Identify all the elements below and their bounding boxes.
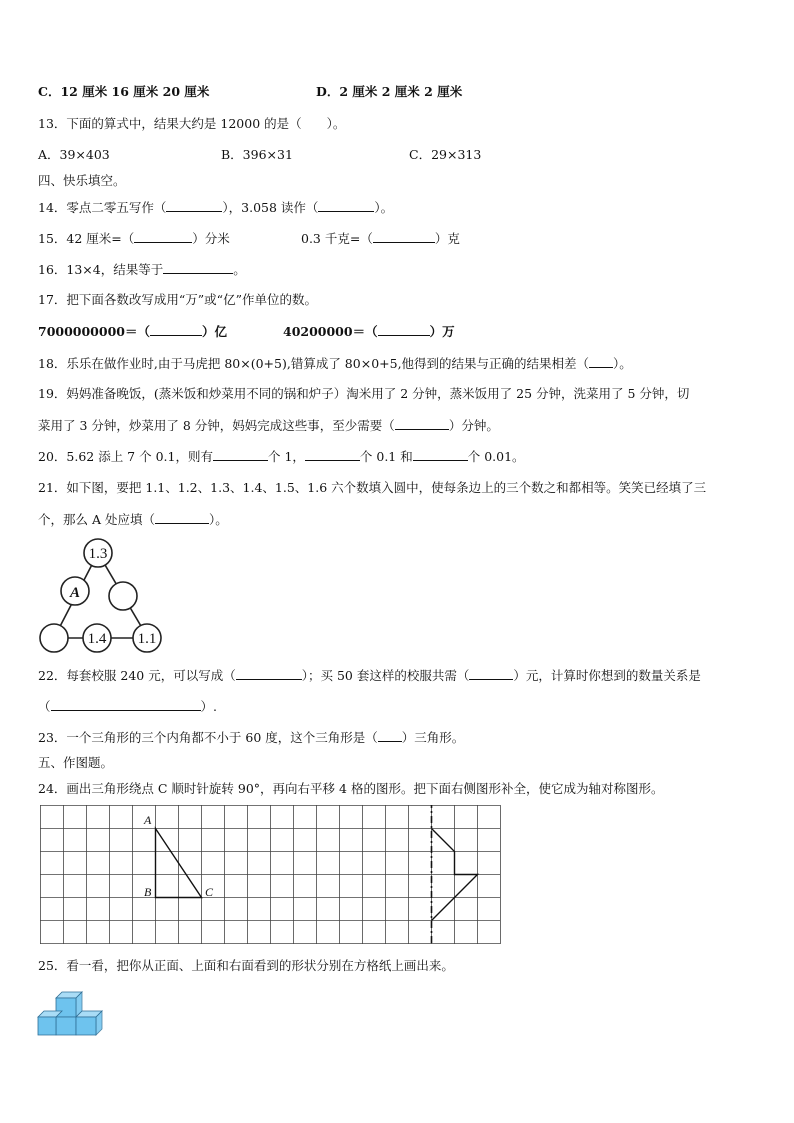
q22-text-3: ）元，计算时你想到的数量关系是 (513, 668, 701, 683)
circle-top-label: 1.3 (88, 546, 108, 562)
q20-text-3: 个 0.1 和 (359, 449, 413, 464)
q20-text-2: 个 1， (267, 449, 305, 464)
q13-option-a: A．39×403 (38, 147, 110, 162)
cube-stack (38, 992, 102, 1035)
q18-text-2: ）。 (613, 356, 632, 371)
q13-option-c: C．29×313 (409, 147, 482, 162)
circle-right-mid[interactable] (109, 582, 137, 610)
q22-text-1: 22．每套校服 240 元，可以写成（ (38, 668, 236, 683)
q24-stem: 24．画出三角形绕点 C 顺时针旋转 90°，再向右平移 4 格的图形。把下面右侧图形补全，使它成为轴对称图形。 (38, 781, 664, 796)
q18-text-1: 18．乐乐在做作业时,由于马虎把 80×(0+5),错算成了 80×0+5,他得到的结果与正确的结果相差（ (38, 356, 590, 371)
q22-text-5: ）. (200, 699, 217, 714)
q17-stem: 17．把下面各数改写成用“万”或“亿”作单位的数。 (38, 292, 317, 307)
q23-blank[interactable] (378, 729, 402, 742)
q17-a-text-1: 7000000000＝（ (38, 324, 150, 339)
q15-text-2: ）分米 (192, 231, 230, 246)
q18-blank[interactable] (589, 355, 613, 368)
q13-stem: 13．下面的算式中，结果大约是 12000 的是（ ）。 (38, 116, 346, 131)
q23-text-1: 23．一个三角形的三个内角都不小于 60 度，这个三角形是（ (38, 730, 378, 745)
q17-item-a (38, 323, 227, 340)
q21-line-2 (38, 511, 228, 528)
q20-blank-3[interactable] (413, 448, 468, 461)
q12-option-c: C．12 厘米 16 厘米 20 厘米 (38, 84, 210, 99)
q20-text-4: 个 0.01。 (467, 449, 525, 464)
q21-text-2: ）。 (208, 512, 228, 527)
section-4-heading: 四、快乐填空。 (38, 173, 126, 188)
q14-blank-2[interactable] (318, 199, 374, 212)
q23 (38, 729, 464, 746)
q21-line-1: 21．如下图，要把 1.1、1.2、1.3、1.4、1.5、1.6 六个数填入圆中，使每条边上的三个数之和都相等。笑笑已经填了三 (38, 480, 707, 495)
q19-line-1: 19．妈妈准备晚饭，(蒸米饭和炒菜用不同的锅和炉子）淘米用了 2 分钟，蒸米饭用了 25 分钟，洗菜用了 5 分钟，切 (38, 386, 690, 401)
q15-blank-1[interactable] (134, 230, 192, 243)
q25-stem: 25．看一看，把你从正面、上面和右面看到的形状分别在方格纸上画出来。 (38, 958, 454, 973)
q12-option-d: D．2 厘米 2 厘米 2 厘米 (316, 84, 463, 99)
q15-text-4: ）克 (434, 231, 460, 246)
q19-text-2: ）分钟。 (448, 418, 499, 433)
cube-bottom-right (76, 1011, 102, 1035)
q22-blank-2[interactable] (469, 667, 513, 680)
q16-blank[interactable] (163, 261, 233, 274)
q21-text-1: 个，那么 A 处应填（ (38, 512, 155, 527)
point-b-label: B (144, 885, 152, 899)
q22-text-4: （ (38, 699, 51, 714)
q19-text-1: 菜用了 3 分钟，炒菜用了 8 分钟，妈妈完成这些事，至少需要（ (38, 418, 395, 433)
q14 (38, 199, 393, 216)
q20-blank-1[interactable] (213, 448, 268, 461)
q22-blank-1[interactable] (236, 667, 302, 680)
q15-text-1: 15．42 厘米=（ (38, 231, 135, 246)
q13-option-b: B．396×31 (221, 147, 293, 162)
q14-text-3: ）。 (374, 200, 394, 215)
q14-text-1: 14．零点二零五写作（ (38, 200, 167, 215)
circle-bottom-right-label: 1.1 (137, 631, 157, 647)
q15-part-2 (301, 230, 460, 247)
q22-blank-3[interactable] (51, 698, 201, 711)
q25-cube-figure (37, 988, 107, 1036)
q17-a-blank[interactable] (150, 323, 202, 336)
q15-part-1 (38, 230, 230, 247)
section-5-heading: 五、作图题。 (38, 755, 114, 770)
q24-grid-figure (40, 805, 502, 946)
q16-text-2: 。 (233, 262, 246, 277)
q17-b-blank[interactable] (378, 323, 430, 336)
q21-triangle-figure (34, 536, 166, 654)
q22-text-2: ）；买 50 套这样的校服共需（ (301, 668, 470, 683)
point-a-label: A (144, 813, 152, 827)
q21-blank[interactable] (155, 511, 209, 524)
q16 (38, 261, 246, 278)
q20-text-1: 20．5.62 添上 7 个 0.1，则有 (38, 449, 213, 464)
q16-text-1: 16．13×4，结果等于 (38, 262, 164, 277)
circle-bottom-left[interactable] (40, 624, 68, 652)
q15-text-3: 0.3 千克=（ (301, 231, 373, 246)
q14-text-2: ），3.058 读作（ (222, 200, 319, 215)
q17-a-text-2: ）亿 (201, 324, 227, 339)
point-c-label: C (205, 885, 214, 899)
q14-blank-1[interactable] (166, 199, 222, 212)
q19-line-2 (38, 417, 499, 434)
q22-line-1 (38, 667, 701, 684)
q15-blank-2[interactable] (373, 230, 435, 243)
q17-b-text-2: ）万 (429, 324, 455, 339)
q23-text-2: ）三角形。 (401, 730, 465, 745)
q19-blank[interactable] (395, 417, 449, 430)
q17-item-b (283, 323, 455, 340)
q18 (38, 355, 632, 372)
circle-a-label: A (69, 585, 81, 601)
circle-bottom-mid-label: 1.4 (87, 631, 107, 647)
q17-b-text-1: 40200000＝（ (283, 324, 378, 339)
q22-line-2 (38, 698, 217, 715)
cube-bottom-middle (56, 1017, 76, 1035)
q20-blank-2[interactable] (305, 448, 360, 461)
q20 (38, 448, 525, 465)
